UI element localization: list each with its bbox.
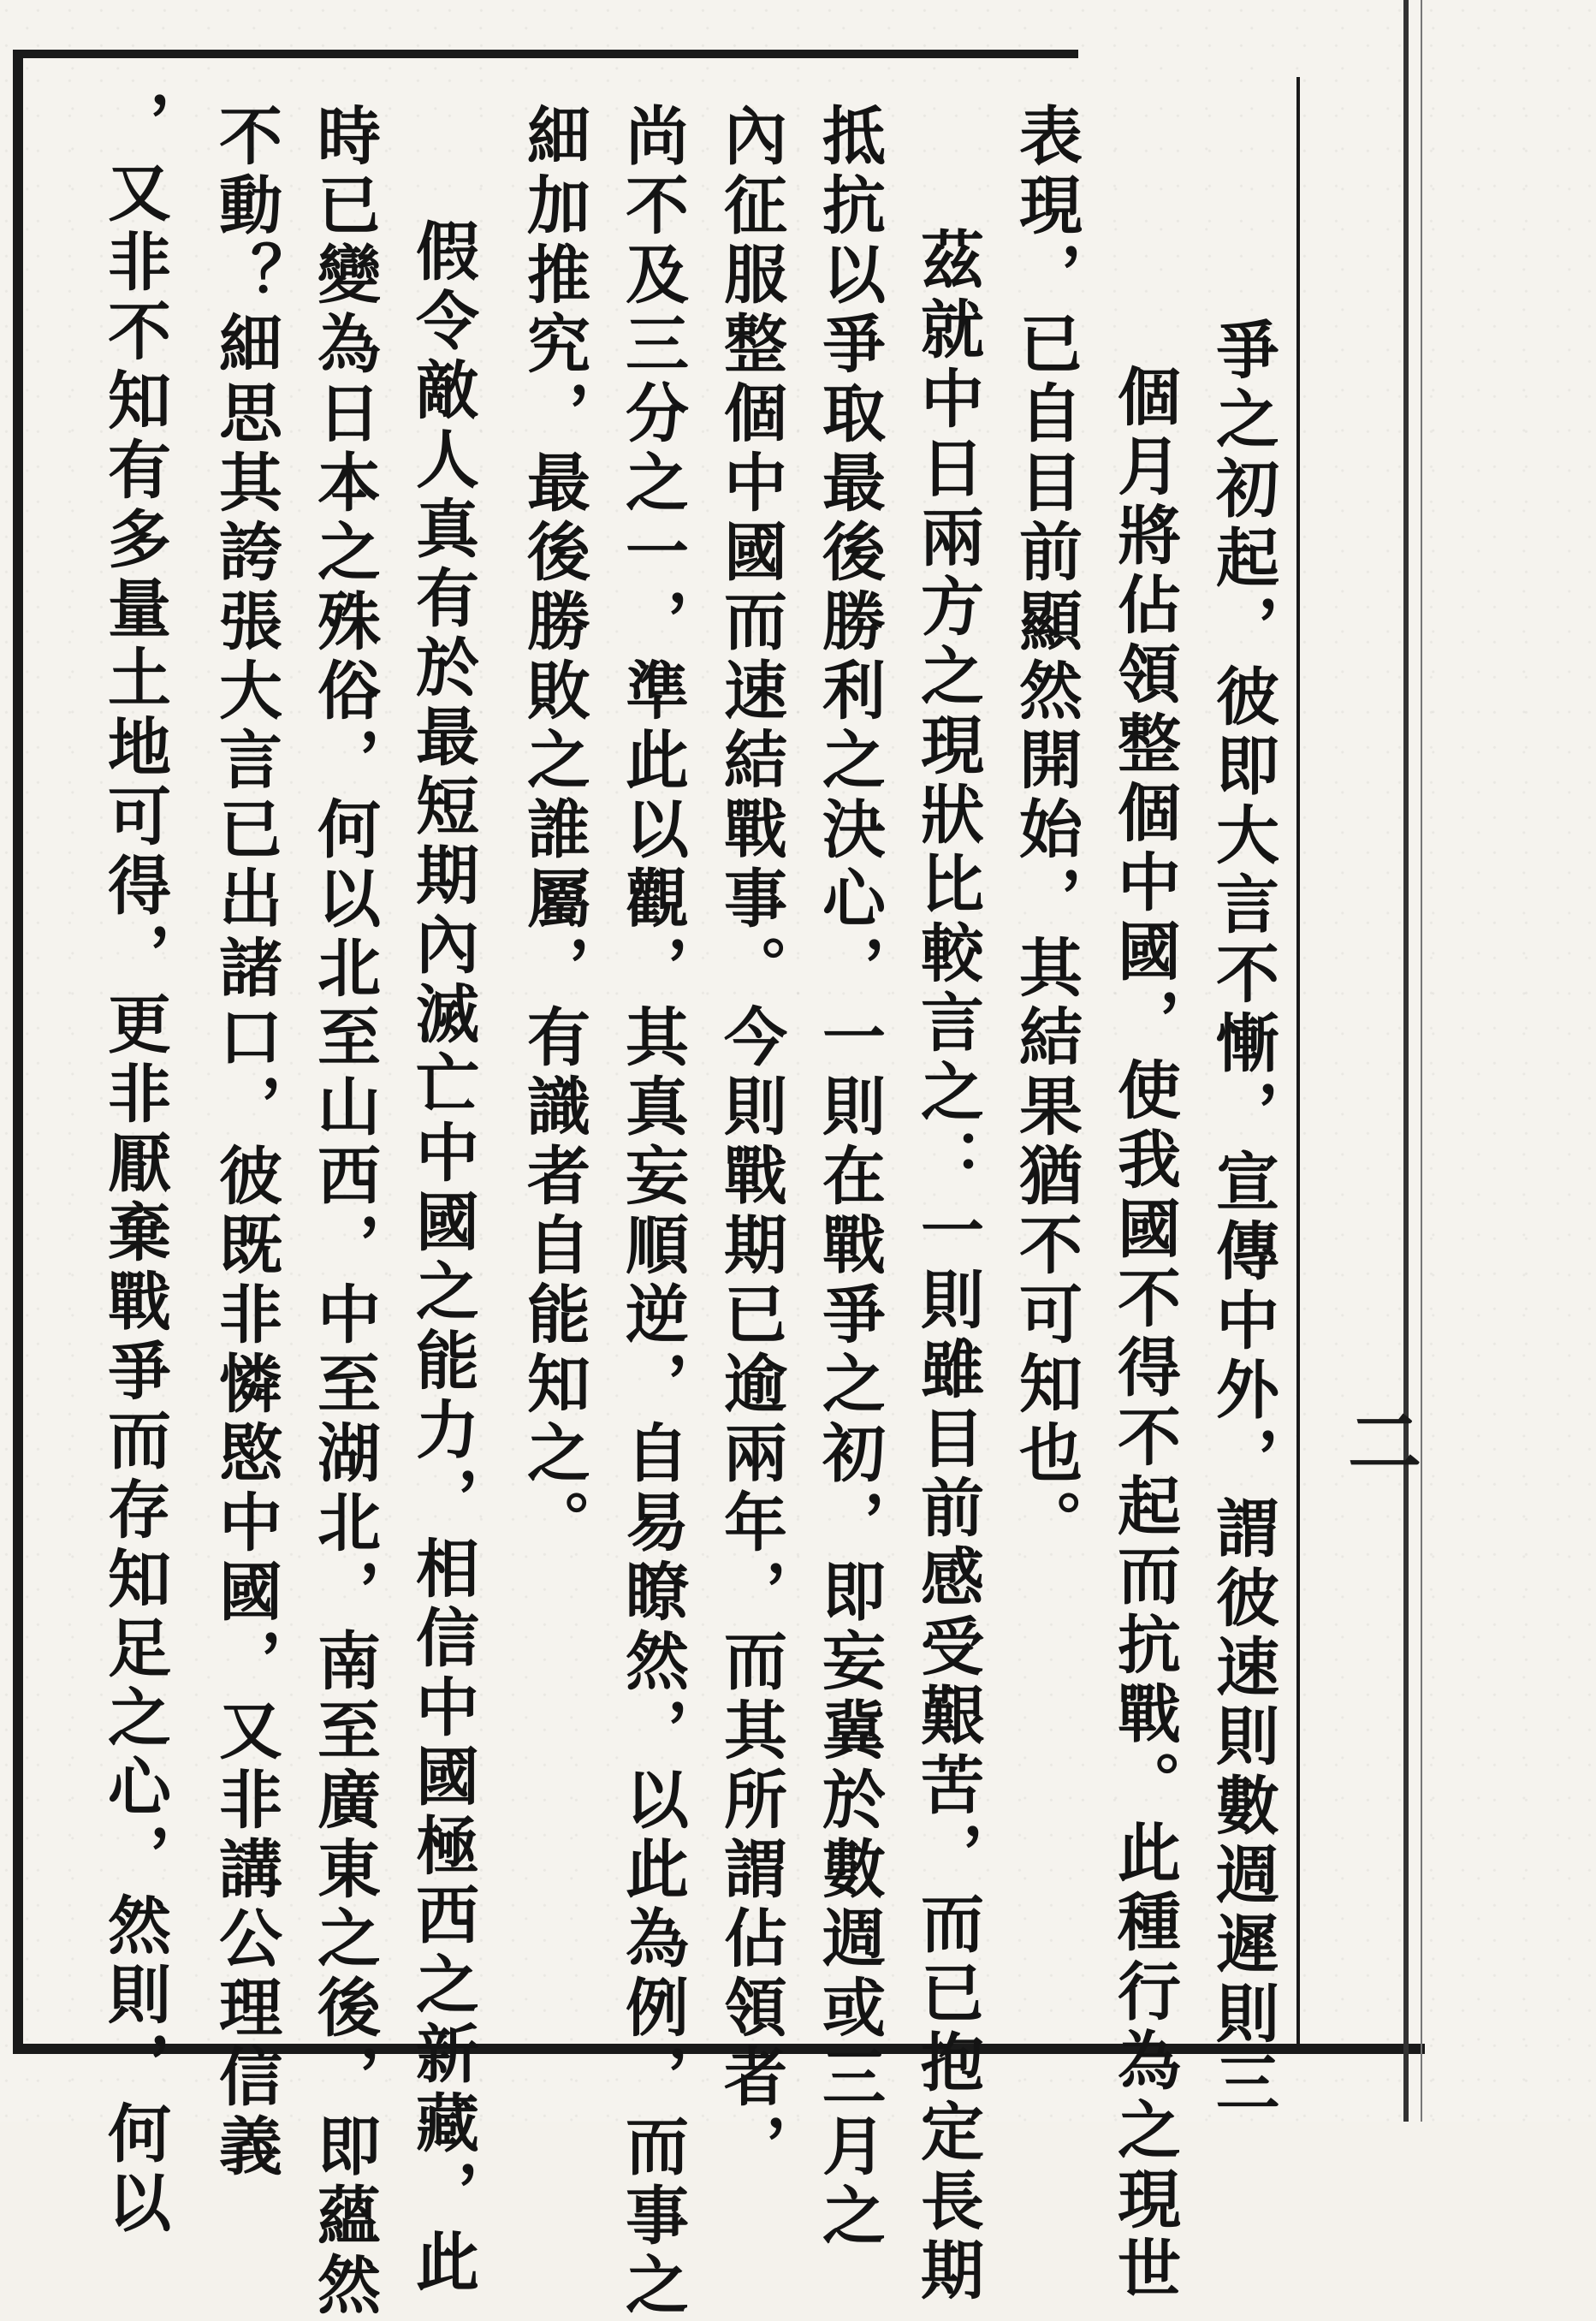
text-column-12: ，又非不知有多量土地可得，更非厭棄戰爭而存知足之心，然則，何以 [98, 90, 171, 2239]
frame-rule-left [13, 50, 23, 2054]
page-number: 二 [1335, 1404, 1421, 1477]
frame-rule-top [13, 50, 1078, 58]
text-column-1: 爭之初起，彼即大言不慚，宣傳中外，謂彼速則數週遲則三 [1206, 317, 1279, 2119]
text-column-10: 時已變為日本之殊俗，何以北至山西，中至湖北，南至廣東之後，即蘊然 [307, 103, 381, 2321]
text-column-3: 表現，已自目前顯然開始，其結果猶不可知也。 [1009, 103, 1083, 1558]
page-edge-line [1403, 0, 1409, 2122]
text-column-7: 尚不及三分之一，準此以觀，其真妄順逆，自易瞭然，以此為例，而事之 [615, 103, 689, 2321]
frame-rule-inner [1296, 77, 1300, 2045]
text-column-11: 不動？細思其誇張大言已出諸口，彼既非憐愍中國，又非講公理信義 [209, 103, 282, 2182]
text-column-6: 內征服整個中國而速結戰事。今則戰期已逾兩年，而其所謂佔領者， [714, 103, 787, 2182]
text-column-2: 個月將佔領整個中國，使我國不得不起而抗戰。此種行為之現世 [1107, 364, 1181, 2305]
text-column-9: 假令敵人真有於最短期內滅亡中國之能力，相信中國極西之新藏，此 [406, 218, 479, 2298]
text-column-5: 抵抗以爭取最後勝利之決心，一則在戰爭之初，即妄冀於數週或三月之 [812, 103, 886, 2252]
text-column-8: 細加推究，最後勝敗之誰屬，有識者自能知之。 [517, 103, 590, 1558]
page-edge-line-thin [1421, 0, 1422, 2122]
text-column-4: 茲就中日兩方之現狀比較言之：一則雖目前感受艱苦，而已抱定長期 [911, 227, 984, 2306]
